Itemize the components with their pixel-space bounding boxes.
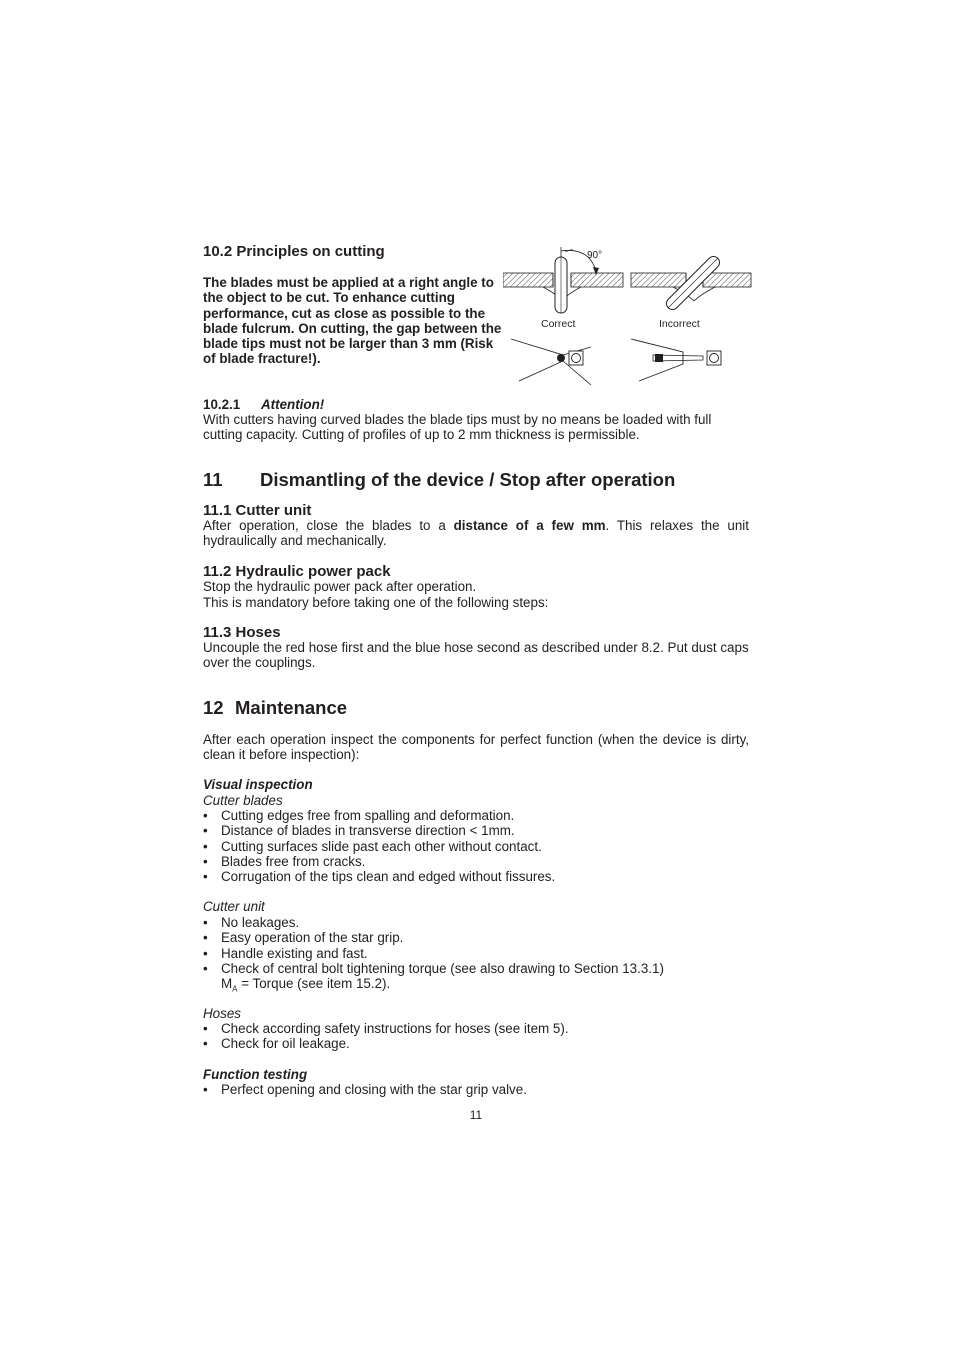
section-11-2-line1: Stop the hydraulic power pack after operation. bbox=[203, 579, 477, 594]
cutter-blades-list bbox=[203, 808, 749, 884]
chapter-12-heading bbox=[203, 697, 347, 718]
list-item: • Check according safety instructions for hoses (see item 5). bbox=[203, 1021, 749, 1036]
visual-inspection-heading: Visual inspection bbox=[203, 777, 313, 792]
list-item: • Cutting edges free from spalling and deformation. bbox=[203, 808, 749, 823]
list-item: • Cutting surfaces slide past each other without contact. bbox=[203, 839, 749, 854]
function-testing-list bbox=[203, 1082, 749, 1097]
correct-label: Correct bbox=[541, 318, 576, 330]
list-item: • Handle existing and fast. bbox=[203, 946, 749, 961]
section-11-2-title: 11.2 Hydraulic power pack bbox=[203, 563, 391, 580]
cutting-angle-figure bbox=[503, 243, 753, 388]
section-11-2-line2: This is mandatory before taking one of the following steps: bbox=[203, 595, 549, 610]
angle-label: 90° bbox=[587, 250, 603, 261]
cutter-unit-heading: Cutter unit bbox=[203, 899, 265, 914]
torque-symbol: M bbox=[221, 976, 233, 991]
correct-jaw-view bbox=[511, 339, 591, 385]
list-item: • Perfect opening and closing with the star grip valve. bbox=[203, 1082, 749, 1097]
incorrect-label: Incorrect bbox=[659, 318, 700, 330]
section-11-1-title: 11.1 Cutter unit bbox=[203, 502, 312, 519]
section-11-1-body-bold: distance of a few mm bbox=[453, 518, 606, 533]
list-item: • Check for oil leakage. bbox=[203, 1036, 749, 1051]
torque-text: = Torque (see item 15.2). bbox=[237, 976, 391, 991]
section-10-2-1-title: Attention! bbox=[261, 397, 325, 412]
cutting-angle-drawing bbox=[503, 243, 753, 388]
hoses-list bbox=[203, 1021, 749, 1052]
list-item: • Check of central bolt tightening torque (see also drawing to Section 13.3.1) bbox=[203, 961, 749, 976]
incorrect-jaw-view bbox=[631, 339, 721, 381]
page-number: 11 bbox=[469, 1108, 483, 1122]
section-10-2-1-body: With cutters having curved blades the blade tips must by no means be loaded with full cutting capacity. Cutting of profiles of up to 2 mm thickness is permissible. bbox=[203, 412, 712, 443]
chapter-12-title: Maintenance bbox=[235, 697, 348, 718]
section-11-1-body-post: . This relaxes the unit hydraulically and mechanically. bbox=[203, 518, 749, 549]
torque-subscript: A bbox=[232, 984, 238, 994]
list-item: • Corrugation of the tips clean and edged without fissures. bbox=[203, 869, 749, 884]
chapter-12-intro: After each operation inspect the components for perfect function (when the device is dirty, clean it before inspection): bbox=[203, 732, 749, 763]
chapter-12-number: 12 bbox=[203, 697, 224, 718]
section-11-1-body bbox=[203, 518, 749, 549]
list-item: • Distance of blades in transverse direction < 1mm. bbox=[203, 823, 749, 838]
function-testing-heading: Function testing bbox=[203, 1067, 308, 1082]
section-10-2-1-number: 10.2.1 bbox=[203, 397, 241, 412]
chapter-11-number: 11 bbox=[203, 469, 223, 490]
section-10-2-1-heading bbox=[203, 397, 324, 412]
section-11-3-body: Uncouple the red hose first and the blue hose second as described under 8.2. Put dust caps over the couplings. bbox=[203, 640, 749, 671]
list-item: • No leakages. bbox=[203, 915, 749, 930]
torque-note bbox=[203, 976, 391, 994]
section-11-1-body-pre: After operation, close the blades to a bbox=[203, 518, 454, 533]
list-item: • Blades free from cracks. bbox=[203, 854, 749, 869]
chapter-11-heading bbox=[203, 469, 675, 490]
section-10-2-body: The blades must be applied at a right angle to the object to be cut. To enhance cutting performance, cut as close as possible to the blade fulcrum. On cutting, the gap between the blade tips must not be larger than 3 mm (Risk of blade fracture!). bbox=[203, 275, 502, 367]
cutter-unit-list bbox=[203, 915, 749, 976]
list-item: • Easy operation of the star grip. bbox=[203, 930, 749, 945]
section-10-2-title: 10.2 Principles on cutting bbox=[203, 243, 385, 260]
chapter-11-title: Dismantling of the device / Stop after operation bbox=[260, 469, 676, 490]
hoses-heading: Hoses bbox=[203, 1006, 241, 1021]
section-11-3-title: 11.3 Hoses bbox=[203, 624, 281, 641]
cutter-blades-heading: Cutter blades bbox=[203, 793, 283, 808]
